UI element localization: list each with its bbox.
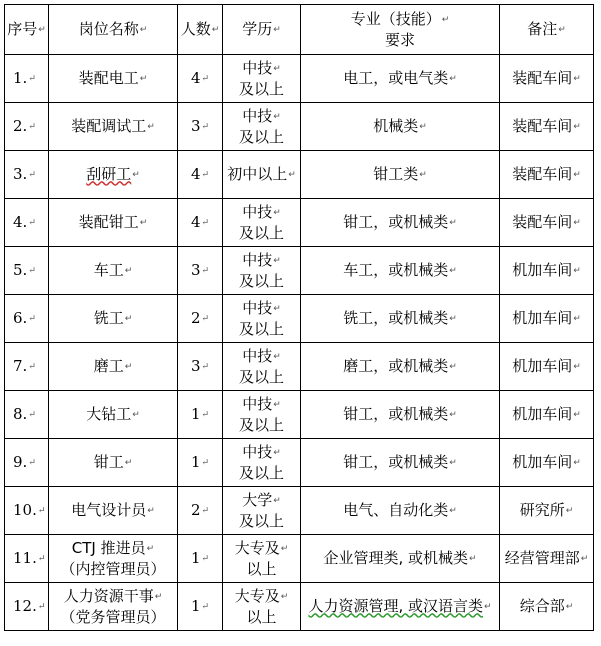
- row-remark: 装配车间↵: [500, 55, 594, 103]
- row-remark: 机加车间↵: [500, 343, 594, 391]
- header-seq: 序号↵: [5, 5, 49, 55]
- table-row: [5, 199, 594, 247]
- row-remark: 机加车间↵: [500, 391, 594, 439]
- row-seq: 7.↵: [5, 343, 49, 391]
- row-seq: 11.↵: [5, 535, 49, 583]
- header-education: 学历↵: [223, 5, 301, 55]
- row-count: 3↵: [178, 343, 223, 391]
- table-row: [5, 391, 594, 439]
- row-education: 中技↵ 及以上: [223, 391, 301, 439]
- table-row: [5, 487, 594, 535]
- row-count: 4↵: [178, 199, 223, 247]
- row-education: 中技↵ 及以上: [223, 247, 301, 295]
- row-major: 人力资源管理, 或汉语言类↵: [301, 583, 500, 631]
- header-position: 岗位名称↵: [49, 5, 178, 55]
- row-position: 钳工↵: [49, 439, 178, 487]
- row-seq: 9.↵: [5, 439, 49, 487]
- row-position: 电气设计员↵: [49, 487, 178, 535]
- row-position: 装配电工↵: [49, 55, 178, 103]
- job-openings-table: [4, 4, 594, 631]
- row-seq: 10.↵: [5, 487, 49, 535]
- row-major: 企业管理类, 或机械类↵: [301, 535, 500, 583]
- row-seq: 8.↵: [5, 391, 49, 439]
- row-seq: 12.↵: [5, 583, 49, 631]
- table-row: [5, 151, 594, 199]
- row-education: 中技↵ 及以上: [223, 55, 301, 103]
- row-count: 1↵: [178, 391, 223, 439]
- row-remark: 机加车间↵: [500, 295, 594, 343]
- row-seq: 4.↵: [5, 199, 49, 247]
- row-count: 2↵: [178, 487, 223, 535]
- row-education: 中技↵ 及以上: [223, 343, 301, 391]
- row-position: 车工↵: [49, 247, 178, 295]
- row-remark: 综合部↵: [500, 583, 594, 631]
- row-position: 装配调试工↵: [49, 103, 178, 151]
- row-position: 大钻工↵: [49, 391, 178, 439]
- row-remark: 研究所↵: [500, 487, 594, 535]
- row-major: 钳工，或机械类↵: [301, 199, 500, 247]
- row-education: 中技↵ 及以上: [223, 295, 301, 343]
- row-major: 机械类↵: [301, 103, 500, 151]
- row-major: 铣工，或机械类↵: [301, 295, 500, 343]
- row-count: 4↵: [178, 55, 223, 103]
- table-row: [5, 55, 594, 103]
- row-position: 装配钳工↵: [49, 199, 178, 247]
- header-major: 专业（技能）↵ 要求: [301, 5, 500, 55]
- row-seq: 3.↵: [5, 151, 49, 199]
- table-row: [5, 535, 594, 583]
- table-row: [5, 343, 594, 391]
- table-body: [5, 55, 594, 631]
- row-education: 中技↵ 及以上: [223, 199, 301, 247]
- row-count: 1↵: [178, 439, 223, 487]
- row-major: 磨工，或机械类↵: [301, 343, 500, 391]
- row-remark: 经营管理部↵: [500, 535, 594, 583]
- row-position: 人力资源干事↵ （党务管理员）: [49, 583, 178, 631]
- row-count: 1↵: [178, 583, 223, 631]
- table-row: [5, 295, 594, 343]
- table-header-row: [5, 5, 594, 55]
- row-major: 车工，或机械类↵: [301, 247, 500, 295]
- row-position: CTJ 推进员↵ （内控管理员）: [49, 535, 178, 583]
- row-position: 磨工↵: [49, 343, 178, 391]
- table-row: [5, 583, 594, 631]
- row-remark: 装配车间↵: [500, 103, 594, 151]
- row-count: 3↵: [178, 103, 223, 151]
- row-education: 大专及↵ 以上: [223, 583, 301, 631]
- row-seq: 1.↵: [5, 55, 49, 103]
- row-education: 初中以上↵: [223, 151, 301, 199]
- row-position: 刮研工↵: [49, 151, 178, 199]
- row-count: 2↵: [178, 295, 223, 343]
- row-major: 电工，或电气类↵: [301, 55, 500, 103]
- table-row: [5, 103, 594, 151]
- table-row: [5, 247, 594, 295]
- row-major: 钳工类↵: [301, 151, 500, 199]
- row-remark: 机加车间↵: [500, 439, 594, 487]
- row-major: 钳工，或机械类↵: [301, 391, 500, 439]
- row-seq: 2.↵: [5, 103, 49, 151]
- header-count: 人数↵: [178, 5, 223, 55]
- row-education: 大学↵ 及以上: [223, 487, 301, 535]
- row-count: 4↵: [178, 151, 223, 199]
- row-major: 电气、自动化类↵: [301, 487, 500, 535]
- row-remark: 装配车间↵: [500, 151, 594, 199]
- row-major: 钳工，或机械类↵: [301, 439, 500, 487]
- row-remark: 机加车间↵: [500, 247, 594, 295]
- row-position: 铣工↵: [49, 295, 178, 343]
- row-count: 3↵: [178, 247, 223, 295]
- row-seq: 6.↵: [5, 295, 49, 343]
- row-seq: 5.↵: [5, 247, 49, 295]
- row-education: 中技↵ 及以上: [223, 103, 301, 151]
- row-education: 大专及↵ 以上: [223, 535, 301, 583]
- row-count: 1↵: [178, 535, 223, 583]
- table-row: [5, 439, 594, 487]
- row-remark: 装配车间↵: [500, 199, 594, 247]
- row-education: 中技↵ 及以上: [223, 439, 301, 487]
- header-remark: 备注↵: [500, 5, 594, 55]
